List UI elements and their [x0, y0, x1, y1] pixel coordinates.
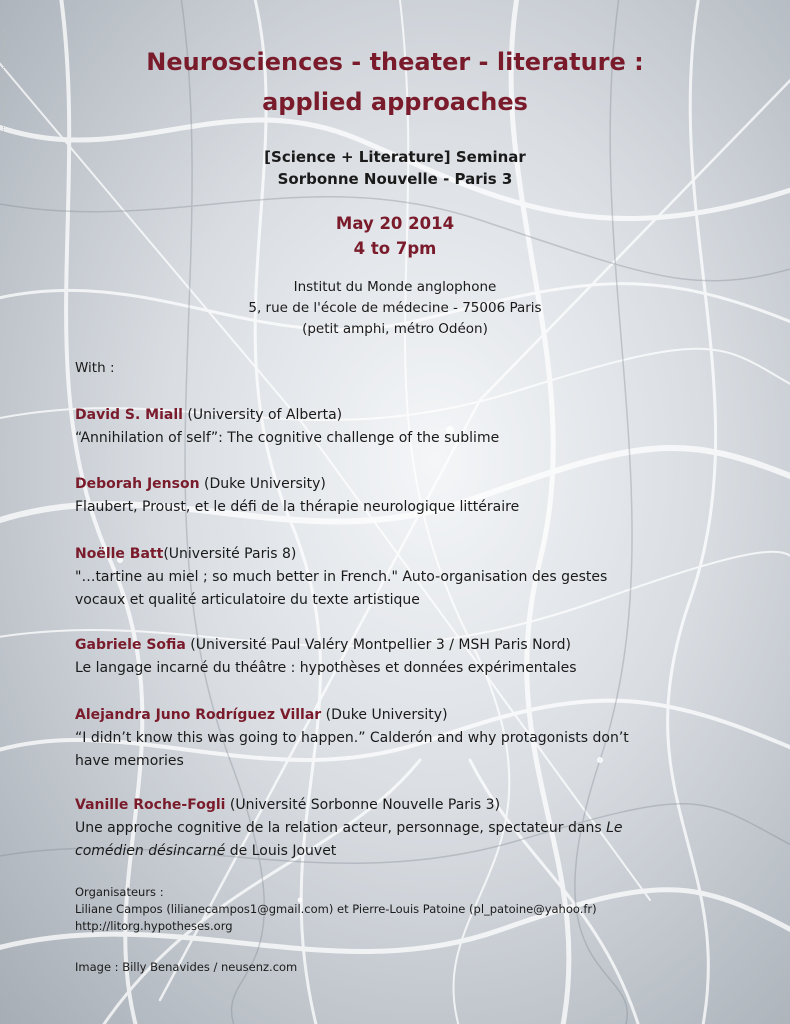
- speaker-name: Alejandra Juno Rodríguez Villar: [75, 707, 322, 723]
- poster-title-line-2: applied approaches: [262, 88, 528, 116]
- with-label: With :: [75, 360, 115, 376]
- speaker-name: Vanille Roche-Fogli: [75, 797, 226, 813]
- image-credit: Image : Billy Benavides / neusenz.com: [75, 960, 298, 974]
- organisers-label: Organisateurs :: [75, 885, 164, 899]
- talk-title-text: Une approche cognitive de la relation acteur, personnage, spectateur dans: [75, 820, 602, 836]
- speaker-heading: [75, 704, 725, 727]
- talk-title-line-1: [75, 817, 725, 840]
- talk-title: “Annihilation of self”: The cognitive challenge of the sublime: [75, 430, 500, 446]
- organisers-names: Liliane Campos (lilianecampos1@gmail.com) et Pierre-Louis Patoine (pl_patoine@yahoo.fr): [75, 902, 597, 916]
- speaker-heading: [75, 543, 725, 566]
- talk-title-text: de Louis Jouvet: [225, 843, 337, 859]
- talk-title-line-2: [75, 840, 725, 863]
- speaker-heading: [75, 794, 725, 817]
- speaker-item: [75, 634, 725, 680]
- speaker-heading: [75, 473, 725, 496]
- speaker-item: [75, 543, 725, 612]
- speaker-name: Noëlle Batt: [75, 546, 164, 562]
- organisers-url[interactable]: http://litorg.hypotheses.org: [75, 919, 233, 933]
- speaker-affiliation: (Université Sorbonne Nouvelle Paris 3): [225, 797, 501, 813]
- event-date: May 20 2014: [335, 214, 455, 233]
- event-time: 4 to 7pm: [353, 239, 437, 258]
- talk-title-line-2: have memories: [75, 753, 184, 769]
- organisers-block: [75, 884, 597, 935]
- speaker-heading: [75, 404, 725, 427]
- speaker-item: [75, 404, 725, 450]
- talk-title: Le langage incarné du théâtre : hypothèses et données expérimentales: [75, 660, 577, 676]
- poster-title-line-1: Neurosciences - theater - literature :: [146, 48, 644, 76]
- speaker-affiliation: (Duke University): [199, 476, 326, 492]
- venue-name: Institut du Monde anglophone: [293, 279, 497, 295]
- talk-title-italic: comédien désincarné: [75, 843, 226, 859]
- talk-title-line-2: vocaux et qualité articulatoire du texte artistique: [75, 592, 420, 608]
- speaker-item: [75, 794, 725, 863]
- seminar-name: [Science + Literature] Seminar: [264, 148, 526, 166]
- speaker-affiliation: (Université Paul Valéry Montpellier 3 / MSH Paris Nord): [185, 637, 571, 653]
- university-name: Sorbonne Nouvelle - Paris 3: [277, 170, 513, 188]
- talk-title-line-1: “I didn’t know this was going to happen.” Calderón and why protagonists don’t: [75, 730, 629, 746]
- speaker-name: Deborah Jenson: [75, 476, 200, 492]
- venue-detail: (petit amphi, métro Odéon): [302, 321, 488, 337]
- speaker-affiliation: (University of Alberta): [182, 407, 343, 423]
- talk-title: Flaubert, Proust, et le défi de la thérapie neurologique littéraire: [75, 499, 520, 515]
- speaker-affiliation: (Duke University): [321, 707, 448, 723]
- speaker-item: [75, 704, 725, 773]
- talk-title-italic: Le: [606, 820, 623, 836]
- talk-title-line-1: "…tartine au miel ; so much better in French." Auto-organisation des gestes: [75, 569, 608, 585]
- speaker-item: [75, 473, 725, 519]
- speaker-affiliation: (Université Paris 8): [163, 546, 297, 562]
- speaker-heading: [75, 634, 725, 657]
- speaker-name: David S. Miall: [75, 407, 183, 423]
- venue-address: 5, rue de l'école de médecine - 75006 Paris: [248, 300, 542, 316]
- speaker-name: Gabriele Sofia: [75, 637, 186, 653]
